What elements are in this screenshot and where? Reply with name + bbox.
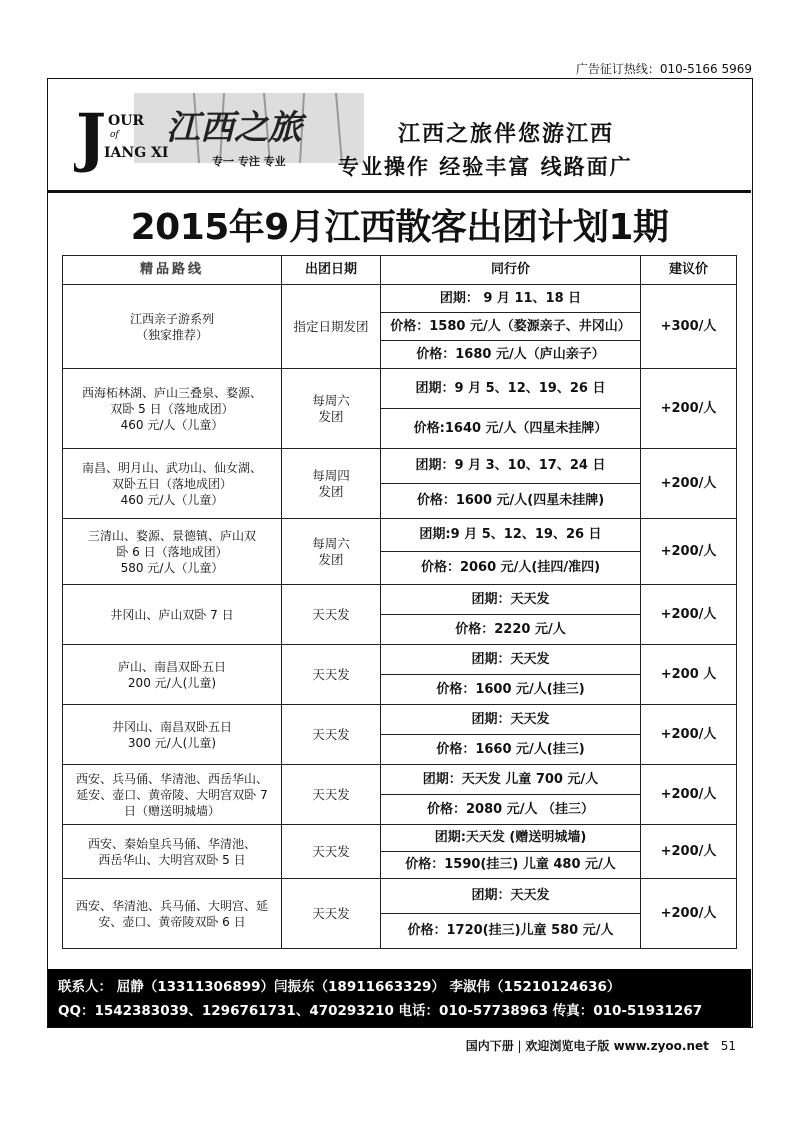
price-cell: 价格：1600 元/人(挂三) [381, 675, 641, 705]
price-cell: 价格：1680 元/人（庐山亲子） [381, 341, 641, 369]
date-line: 发团 [318, 408, 344, 424]
route-cell [63, 705, 282, 765]
tour-plan-table [62, 255, 737, 949]
price-cell: 团期：天天发 [381, 585, 641, 615]
price-cell: 价格：1660 元/人(挂三) [381, 735, 641, 765]
date-line: 天天发 [312, 606, 350, 622]
table-row [63, 585, 737, 615]
route-line: 580 元/人（儿童） [120, 560, 224, 575]
svg-text:of: of [110, 130, 119, 140]
route-line: 300 元/人(儿童) [127, 735, 217, 750]
banner [48, 79, 751, 193]
company-logo [74, 93, 364, 179]
route-line: 西安、秦始皇兵马俑、华清池、 [87, 836, 256, 851]
date-line: 天天发 [312, 786, 350, 802]
footer-divider: | [517, 1039, 526, 1053]
route-line: 200 元/人(儿童) [127, 675, 217, 690]
date-cell [282, 369, 381, 449]
date-cell [282, 645, 381, 705]
date-line: 发团 [318, 551, 344, 567]
table-row [63, 519, 737, 552]
date-cell [282, 585, 381, 645]
slogan-main: 江西之旅伴您游江西 [398, 122, 615, 147]
route-line: 西安、兵马俑、华清池、西岳华山、 [75, 771, 268, 786]
date-cell [282, 519, 381, 585]
table-row [63, 369, 737, 409]
price-cell: 团期： 9 月 11、18 日 [381, 285, 641, 313]
price-cell: 团期:9 月 5、12、19、26 日 [381, 519, 641, 552]
page-frame [47, 78, 753, 1028]
price-cell: 团期：天天发 儿童 700 元/人 [381, 765, 641, 795]
route-line: 井冈山、南昌双卧五日 [111, 719, 232, 734]
page-number: 51 [720, 1039, 736, 1053]
date-line: 指定日期发团 [293, 318, 369, 334]
table-row [63, 825, 737, 852]
route-line: 日（赠送明城墙） [123, 803, 220, 818]
date-line: 每周六 [312, 392, 350, 408]
route-cell [63, 519, 282, 585]
route-line: 江西亲子游系列 [129, 311, 214, 326]
header-price: 同行价 [381, 256, 641, 285]
route-line: 西岳华山、大明宫双卧 5 日 [98, 852, 246, 867]
table-row [63, 705, 737, 735]
suggest-price-cell: +200/人 [641, 765, 737, 825]
header-suggest: 建议价 [641, 256, 737, 285]
date-line: 天天发 [312, 843, 350, 859]
date-cell [282, 449, 381, 519]
route-line: 南昌、明月山、武功山、仙女湖、 [81, 460, 262, 475]
route-cell [63, 285, 282, 369]
route-line: 双卧 5 日（落地成团） [110, 401, 234, 416]
suggest-price-cell: +200/人 [641, 519, 737, 585]
contact-people: 联系人： 屈静（13311306899）闫振东（18911663329） 李淑伟（15210124636） [58, 979, 621, 995]
suggest-price-cell: +200/人 [641, 449, 737, 519]
date-cell [282, 765, 381, 825]
svg-text:专一 专注 专业: 专一 专注 专业 [212, 155, 286, 168]
header-route: 精品路线 [63, 256, 282, 285]
table-header-row [63, 256, 737, 285]
price-cell: 价格：1580 元/人（婺源亲子、井冈山） [381, 313, 641, 341]
route-cell [63, 585, 282, 645]
route-cell [63, 825, 282, 879]
route-line: 双卧五日（落地成团） [111, 476, 232, 491]
page-footer [466, 1037, 736, 1054]
route-line: 庐山、南昌双卧五日 [117, 659, 226, 674]
route-line: 安、壶口、黄帝陵双卧 6 日 [98, 914, 246, 929]
table-row [63, 765, 737, 795]
svg-text:OUR: OUR [108, 113, 145, 129]
price-cell: 价格：2080 元/人 （挂三） [381, 795, 641, 825]
header-date: 出团日期 [282, 256, 381, 285]
date-cell [282, 825, 381, 879]
suggest-price-cell: +200/人 [641, 585, 737, 645]
ad-hotline: 广告征订热线：010-5166 5969 [575, 62, 752, 76]
suggest-price-cell: +200/人 [641, 705, 737, 765]
price-cell: 价格:1640 元/人（四星未挂牌） [381, 409, 641, 449]
suggest-price-cell: +200/人 [641, 879, 737, 949]
date-line: 天天发 [312, 726, 350, 742]
table-row [63, 449, 737, 484]
svg-text:J: J [76, 100, 107, 175]
route-line: 延安、壶口、黄帝陵、大明宫双卧 7 [76, 787, 268, 802]
price-cell: 价格：1600 元/人(四星未挂牌) [381, 484, 641, 519]
route-line: 井冈山、庐山双卧 7 日 [110, 607, 234, 622]
route-line: 卧 6 日（落地成团） [116, 544, 228, 559]
price-cell: 价格：1590(挂三) 儿童 480 元/人 [381, 852, 641, 879]
route-line: 460 元/人（儿童） [120, 492, 224, 507]
route-cell [63, 645, 282, 705]
suggest-price-cell: +300/人 [641, 285, 737, 369]
route-line: 三清山、婺源、景德镇、庐山双 [87, 528, 256, 543]
slogan-sub: 专业操作 经验丰富 线路面广 [338, 155, 633, 179]
svg-text:江西之旅: 江西之旅 [166, 108, 302, 148]
price-cell: 价格：1720(挂三)儿童 580 元/人 [381, 914, 641, 949]
contact-phones: QQ：1542383039、1296761731、470293210 电话：010-57738963 传真：010-51931267 [58, 1003, 703, 1019]
svg-text:IANG XI: IANG XI [104, 145, 169, 161]
route-line: （独家推荐） [135, 327, 208, 342]
price-cell: 团期：9 月 5、12、19、26 日 [381, 369, 641, 409]
price-cell: 团期：9 月 3、10、17、24 日 [381, 449, 641, 484]
footer-text: 欢迎浏览电子版 www.zyoo.net [525, 1039, 709, 1053]
page-title: 2015年9月江西散客出团计划1期 [130, 207, 669, 248]
price-cell: 团期：天天发 [381, 705, 641, 735]
date-cell [282, 705, 381, 765]
price-cell: 团期：天天发 [381, 879, 641, 914]
suggest-price-cell: +200/人 [641, 825, 737, 879]
date-line: 发团 [318, 483, 344, 499]
suggest-price-cell: +200/人 [641, 369, 737, 449]
route-cell [63, 765, 282, 825]
price-cell: 团期:天天发 (赠送明城墙) [381, 825, 641, 852]
date-cell [282, 879, 381, 949]
route-line: 西海柘林湖、庐山三叠泉、婺源、 [81, 385, 262, 400]
date-line: 天天发 [312, 905, 350, 921]
date-line: 天天发 [312, 666, 350, 682]
route-line: 460 元/人（儿童） [120, 417, 224, 432]
table-row [63, 879, 737, 914]
table-row [63, 285, 737, 313]
route-line: 西安、华清池、兵马俑、大明宫、延 [75, 898, 268, 913]
route-cell [63, 449, 282, 519]
table-row [63, 645, 737, 675]
price-cell: 团期：天天发 [381, 645, 641, 675]
route-cell [63, 369, 282, 449]
footer-section: 国内下册 [465, 1039, 514, 1053]
date-line: 每周四 [312, 467, 350, 483]
price-cell: 价格：2220 元/人 [381, 615, 641, 645]
route-cell [63, 879, 282, 949]
date-cell [282, 285, 381, 369]
price-cell: 价格：2060 元/人(挂四/准四) [381, 552, 641, 585]
suggest-price-cell: +200 人 [641, 645, 737, 705]
date-line: 每周六 [312, 535, 350, 551]
contact-bar [48, 969, 751, 1027]
